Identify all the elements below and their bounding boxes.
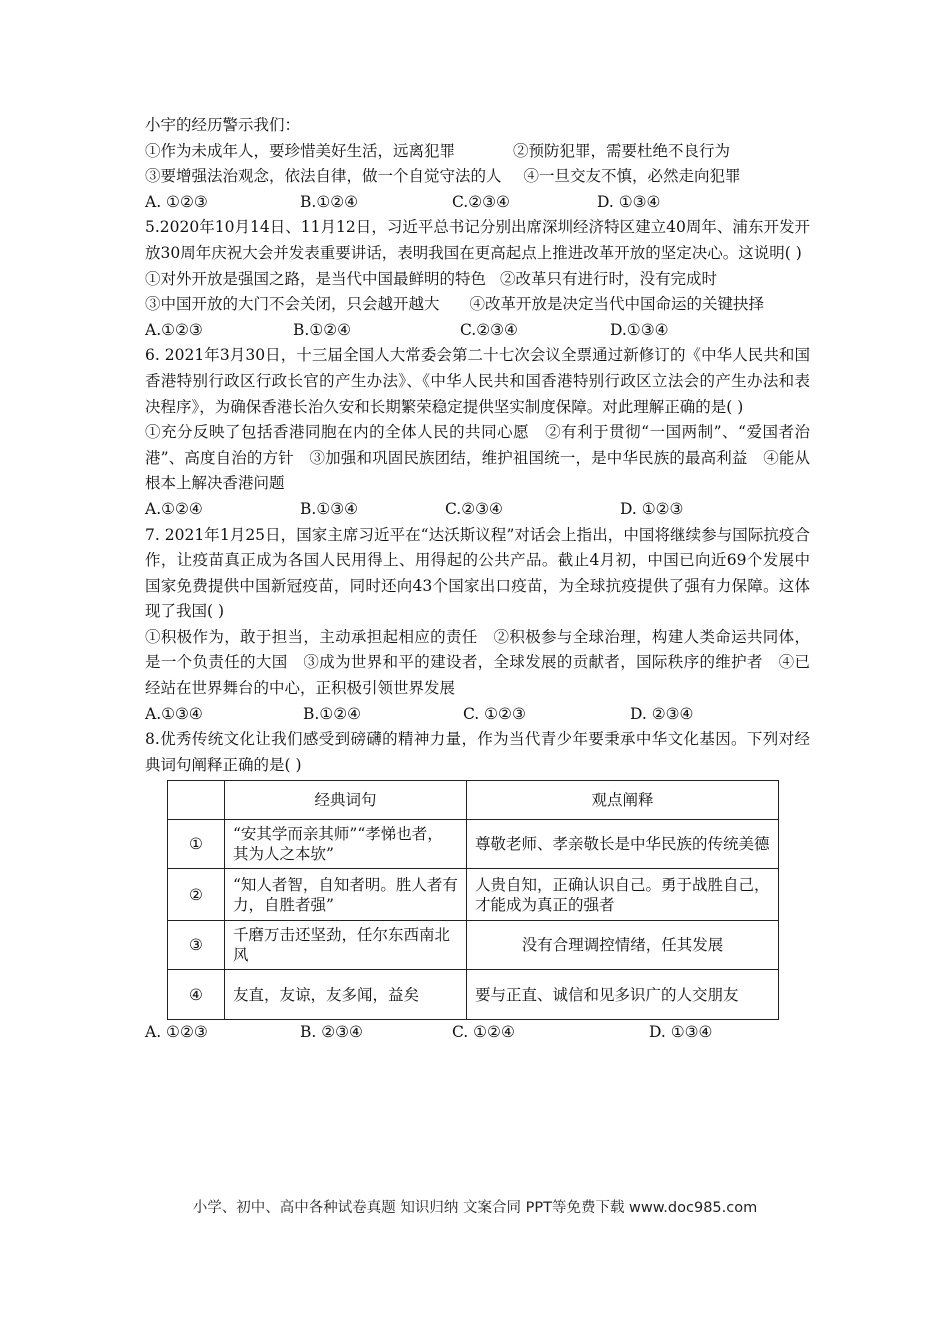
table-row [168, 869, 779, 921]
q5-option-a[interactable]: A.①②③ [145, 320, 203, 339]
q6-option-b[interactable]: B.①③④ [300, 499, 359, 518]
table-cell-quote: “知人者智，自知者明。胜人者有力，自胜者强” [225, 869, 467, 921]
q6-option-a[interactable]: A.①②④ [145, 499, 203, 518]
q5-option-c[interactable]: C.②③④ [460, 320, 518, 339]
q4-options [145, 190, 810, 216]
exam-page [145, 113, 810, 1046]
q6-option-c[interactable]: C.②③④ [445, 499, 503, 518]
q4-statements-row2 [145, 164, 810, 190]
q8-option-d[interactable]: D. ①③④ [649, 1023, 713, 1042]
q4-statement-1: ①作为未成年人，要珍惜美好生活，远离犯罪 [145, 141, 456, 160]
q8-option-a[interactable]: A. ①②③ [145, 1023, 208, 1042]
q6-stem: 6. 2021年3月30日，十三届全国人大常委会第二十七次会议全票通过新修订的《中华人民共和国香港特别行政区行政长官的产生办法》、《中华人民共和国香港特别行政区立法会的产生办法和表决程序》，为确保香港长治久安和长期繁荣稳定提供坚实制度保障。对此理解正确的是( ) [145, 346, 810, 416]
q4-statement-4: ④一旦交友不慎，必然走向犯罪 [523, 167, 741, 186]
table-row [168, 970, 779, 1020]
q8-stem: 8.优秀传统文化让我们感受到磅礴的精神力量，作为当代青少年要秉承中华文化基因。下列对经典词句阐释正确的是( ) [145, 730, 810, 774]
q8-options [145, 1020, 810, 1046]
table-row [168, 921, 779, 970]
q7-statements: ①积极作为，敢于担当，主动承担起相应的责任 ②积极参与全球治理，构建人类命运共同体，是一个负责任的大国 ③成为世界和平的建设者，全球发展的贡献者，国际秩序的维护者 ④已经站在世界舞台的中心，正积极引领世界发展 [145, 627, 810, 698]
table-cell-number: ③ [168, 921, 225, 970]
q4-option-a[interactable]: A. ①②③ [145, 192, 208, 211]
q5-statements-row1 [145, 267, 810, 293]
q5-option-b[interactable]: B.①②④ [293, 320, 352, 339]
classic-quotes-table [167, 780, 779, 1020]
table-header-row [168, 781, 779, 820]
q5-statement-3: ③中国开放的大门不会关闭，只会越开越大 [145, 295, 440, 314]
table-cell-number: ④ [168, 970, 225, 1020]
q5-stem: 5.2020年10月14日、11月12日，习近平总书记分别出席深圳经济特区建立40周年、浦东开发开放30周年庆祝大会并发表重要讲话，表明我国在更高起点上推进改革开放的坚定决心。这说明( ) [145, 218, 810, 262]
q4-option-b[interactable]: B.①②④ [300, 192, 359, 211]
table-cell-explanation: 没有合理调控情绪，任其发展 [467, 921, 779, 970]
table-cell-quote: “安其学而亲其师”“孝悌也者，其为人之本欤” [225, 820, 467, 869]
q7-option-a[interactable]: A.①③④ [145, 704, 203, 723]
q4-statement-2: ②预防犯罪，需要杜绝不良行为 [513, 141, 731, 160]
table-row [168, 820, 779, 869]
q4-option-d[interactable]: D. ①③④ [597, 192, 661, 211]
q6-option-d[interactable]: D. ①②③ [620, 499, 684, 518]
q7-option-d[interactable]: D. ②③④ [630, 704, 694, 723]
q5-statement-4: ④改革开放是决定当代中国命运的关键抉择 [469, 295, 765, 314]
q7-options [145, 702, 810, 728]
q4-option-c[interactable]: C.②③④ [452, 192, 510, 211]
q5-option-d[interactable]: D.①③④ [610, 320, 669, 339]
table-cell-number: ① [168, 820, 225, 869]
q4-intro: 小宇的经历警示我们： [145, 116, 301, 134]
table-cell-quote: 千磨万击还坚劲，任尔东西南北风 [225, 921, 467, 970]
q4-statement-3: ③要增强法治观念，依法自律，做一个自觉守法的人 [145, 167, 502, 186]
q8-option-b[interactable]: B. ②③④ [300, 1023, 363, 1042]
table-cell-quote: 友直，友谅，友多闻，益矣 [225, 970, 467, 1020]
table-header-explanation: 观点阐释 [467, 781, 779, 820]
q5-options [145, 318, 810, 344]
q4-statements-row1 [145, 139, 810, 165]
table-header-quote: 经典词句 [225, 781, 467, 820]
q7-option-b[interactable]: B.①②④ [303, 704, 362, 723]
footer-download-notice: 小学、初中、高中各种试卷真题 知识归纳 文案合同 PPT等免费下载 www.doc985.com [192, 1200, 758, 1216]
table-cell-number: ② [168, 869, 225, 921]
table-header-number [168, 781, 225, 820]
q7-option-c[interactable]: C. ①②③ [463, 704, 526, 723]
table-cell-explanation: 尊敬老师、孝亲敬长是中华民族的传统美德 [467, 820, 779, 869]
q5-statement-2: ②改革只有进行时，没有完成时 [500, 269, 718, 288]
q5-statements-row2 [145, 292, 810, 318]
table-cell-explanation: 人贵自知，正确认识自己。勇于战胜自己，才能成为真正的强者 [467, 869, 779, 921]
q6-options [145, 497, 810, 523]
table-cell-explanation: 要与正直、诚信和见多识广的人交朋友 [467, 970, 779, 1020]
q5-statement-1: ①对外开放是强国之路，是当代中国最鲜明的特色 [145, 269, 487, 288]
q8-option-c[interactable]: C. ①②④ [452, 1023, 515, 1042]
q7-stem: 7. 2021年1月25日，国家主席习近平在“达沃斯议程”对话会上指出，中国将继续参与国际抗疫合作，让疫苗真正成为各国人民用得上、用得起的公共产品。截止4月初，中国已向近69个发展中国家免费提供中国新冠疫苗，同时还向43个国家出口疫苗，为全球抗疫提供了强有力保障。这体现了我国( ) [145, 525, 810, 621]
q6-statements: ①充分反映了包括香港同胞在内的全体人民的共同心愿 ②有利于贯彻“一国两制”、“爱国者治港”、高度自治的方针 ③加强和巩固民族团结，维护祖国统一，是中华民族的最高利益 ④能从根本上解决香港问题 [145, 423, 810, 493]
